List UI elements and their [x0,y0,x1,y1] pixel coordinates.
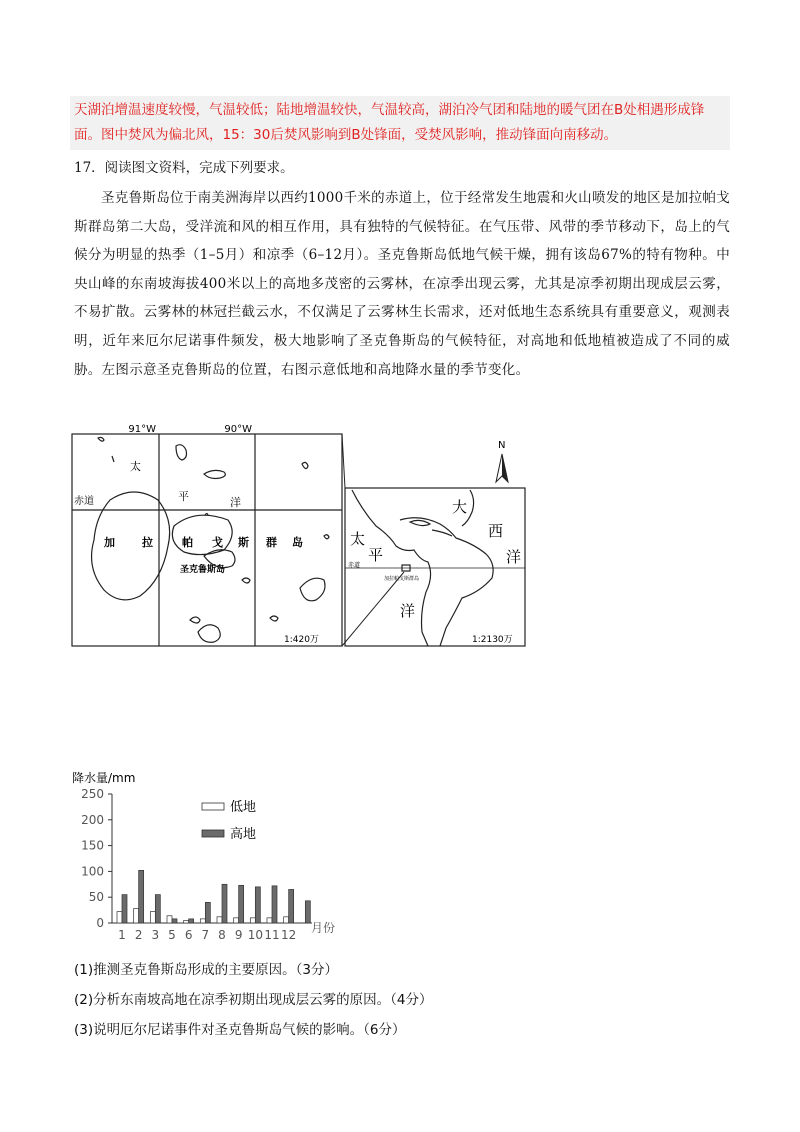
arch-char-4: 戈 [212,536,223,549]
bar-lowland [267,918,272,923]
legend-swatch-highland [202,830,224,837]
chart-ylabel: 降水量/mm [72,771,136,785]
right-islands-label: 加拉帕戈斯群岛 [384,576,420,582]
bar-lowland [200,919,205,923]
x-tick-label: 3 [151,928,160,942]
arch-char-3: 帕 [182,536,193,549]
bar-highland [139,870,144,923]
y-tick-label: 0 [96,916,104,930]
x-tick-label: 1 [118,928,126,942]
question-title: 17．阅读图文资料，完成下列要求。 [74,160,294,176]
bar-lowland [167,916,172,923]
legend-label-highland: 高地 [230,827,257,842]
svg-text:N: N [498,440,506,451]
maps-figure [70,420,730,660]
sub-question-1: (1)推测圣克鲁斯岛形成的主要原因。（3分） [74,962,338,978]
bar-highland [305,901,310,923]
right-equator-label: 赤道 [348,562,361,569]
arch-char-1: 加 [104,536,115,549]
ocean-char-3: 洋 [230,496,241,509]
y-tick-label: 250 [81,787,104,801]
ocean-char-2: 平 [178,490,189,503]
x-tick-label: 9 [234,928,243,942]
bar-highland [205,902,210,923]
x-tick-label: 7 [201,928,210,942]
y-tick-label: 200 [81,812,104,827]
bar-highland [255,887,260,923]
bar-highland [222,884,227,923]
atlantic-char-1: 大 [452,498,468,516]
chart-legend [202,799,256,842]
lon-90-label: 90°W [224,424,252,435]
bar-highland [122,895,127,923]
arch-char-2: 拉 [142,536,153,549]
bar-lowland [134,909,139,923]
x-tick-label: 8 [218,928,226,942]
arch-char-7: 岛 [292,536,303,549]
bar-highland [155,895,160,923]
sub-question-3: (3)说明厄尔尼诺事件对圣克鲁斯岛气候的影响。（6分） [74,1022,406,1038]
bar-lowland [150,912,155,923]
pacific-char-2: 平 [368,546,384,564]
bar-lowland [217,917,222,923]
pacific-char-1: 太 [350,530,366,548]
y-tick-label: 50 [88,890,104,905]
bar-highland [172,919,177,923]
arch-char-5: 斯 [238,536,249,549]
y-tick-label: 100 [81,864,104,879]
bar-highland [289,889,294,923]
santa-cruz-label: 圣克鲁斯岛 [180,565,226,575]
arch-char-6: 群 [266,536,277,549]
lon-91-label: 91°W [128,424,156,435]
sub-question-2: (2)分析东南坡高地在凉季初期出现成层云雾的原因。（4分） [74,992,433,1008]
bar-highland [272,886,277,923]
left-scale: 1:420万 [284,635,319,645]
bar-highland [239,885,244,923]
north-arrow-icon [496,440,508,482]
bar-lowland [234,918,239,923]
x-tick-label: 12 [281,928,297,942]
y-tick-label: 150 [81,838,104,853]
question-paragraph: 圣克鲁斯岛位于南美洲海岸以西约1000千米的赤道上，位于经常发生地震和火山喷发的地区是加拉帕戈斯群岛第二大岛，受洋流和风的相互作用，具有独特的气候特征。在气压带、风带的季节移动下，岛上的气候分为明显的热季（1–5月）和凉季（6–12月）。圣克鲁斯岛低地气候干燥，拥有该岛67%的特有物种。中央山峰的东南坡海拔400米以上的高地多茂密的云雾林，在凉季出现云雾，尤其是凉季初期出现成层云雾，不易扩散。云雾林的林冠拦截云水，不仅满足了云雾林生长需求，还对低地生态系统具有重要意义，观测表明，近年来厄尔尼诺事件频发，极大地影响了圣克鲁斯岛的气候特征，对高地和低地植被造成了不同的威胁。左图示意圣克鲁斯岛的位置，右图示意低地和高地降水量的季节变化。 [74,190,730,378]
bar-lowland [184,920,189,923]
legend-swatch-lowland [202,803,224,810]
x-tick-label: 6 [184,928,193,942]
ocean-char-1: 太 [130,460,141,473]
chart-xlabel: 月份 [311,921,336,935]
right-map [345,488,525,646]
pacific-char-3: 洋 [400,602,416,620]
right-scale: 1:2130万 [472,635,513,645]
bar-lowland [117,912,122,923]
precipitation-chart [70,770,370,950]
legend-label-lowland: 低地 [230,800,257,815]
bar-lowland [284,917,289,923]
atlantic-char-2: 西 [488,522,504,540]
x-tick-label: 5 [168,928,176,942]
bar-lowland [250,918,255,923]
atlantic-char-3: 洋 [506,548,522,566]
x-tick-label: 10 [247,928,263,942]
x-tick-label: 2 [134,928,143,942]
bar-highland [189,919,194,923]
equator-label: 赤道 [74,496,94,507]
x-tick-label: 11 [264,928,280,942]
answer-text: 天湖泊增温速度较慢，气温较低；陆地增温较快，气温较高，湖泊冷气团和陆地的暖气团在B处相遇形成锋面。图中焚风为偏北风，15：30后焚风影响到B处锋面，受焚风影响，推动锋面向南移动。 [70,96,730,150]
